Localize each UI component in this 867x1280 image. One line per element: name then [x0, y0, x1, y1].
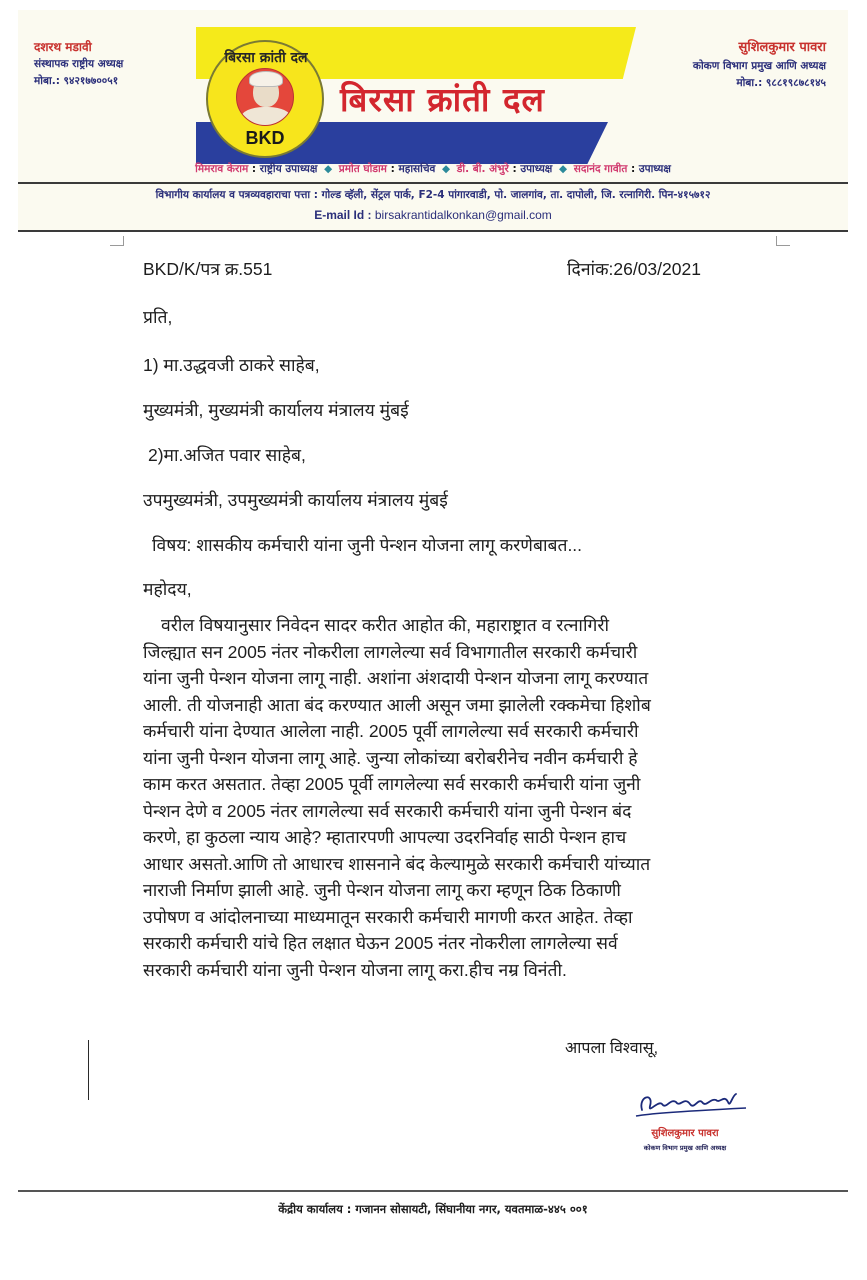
letter-reference: BKD/K/पत्र क्र.551 — [143, 259, 273, 279]
body-line: सरकारी कर्मचारी यांचे हित लक्षात घेऊन 2005 नंतर नोकरीला लागलेल्या सर्व — [143, 933, 618, 953]
divider — [18, 182, 848, 184]
founder-phone: मोबा.: ९४२१७७००५१ — [34, 75, 119, 87]
bkd-logo-icon — [206, 40, 324, 158]
officer-role: महासचिव — [398, 163, 436, 175]
divider — [18, 230, 848, 232]
body-line: कर्मचारी यांना देण्यात आलेला नाही. 2005 पूर्वी लागलेल्या सर्व सरकारी कर्मचारी — [143, 721, 639, 741]
body-line: नाराजी निर्माण झाली आहे. जुनी पेन्शन योजना लागू करा म्हणून ठिक ठिकाणी — [143, 880, 621, 900]
logo-arc-text: बिरसा क्रांती दल — [224, 50, 308, 66]
recipient-2-designation: उपमुख्यमंत्री, उपमुख्यमंत्री कार्यालय मंत्रालय मुंबई — [143, 490, 448, 510]
footer-divider — [18, 1190, 848, 1192]
body-line: यांना जुनी पेन्शन योजना लागू आहे. जुन्या लोकांच्या बरोबरीनेच नवीन कर्मचारी हे — [143, 747, 638, 768]
regional-head-name: सुशिलकुमार पावरा — [738, 40, 826, 55]
officer-role: उपाध्यक्ष — [638, 163, 671, 175]
diamond-separator-icon: ◆ — [442, 163, 451, 175]
addressee-heading: प्रति, — [143, 307, 173, 327]
central-office-address: केंद्रीय कार्यालय : गजानन सोसायटी, सिंघानीया नगर, यवतमाळ-४४५ ००१ — [278, 1202, 588, 1216]
letter-body — [143, 612, 739, 983]
body-line: यांना जुनी पेन्शन योजना लागू नाही. अशांना अंशदायी पेन्शन योजना लागू करण्यात — [143, 668, 649, 688]
regional-head-contact — [626, 38, 826, 92]
diamond-separator-icon: ◆ — [559, 163, 568, 175]
body-line: सरकारी कर्मचारी यांना जुनी पेन्शन योजना लागू करा.हीच नम्र विनंती. — [143, 959, 567, 980]
regional-head-phone: मोबा.: ९८८१९८७८१४५ — [736, 77, 826, 89]
crop-mark — [110, 236, 124, 246]
body-line: आली. ती योजनाही आता बंद करण्यात आली असून जमा झालेली रक्कमेचा हिशोब — [143, 694, 651, 715]
body-line: करणे, हा कुठला न्याय आहे? म्हातारपणी आपल्या उदरनिर्वाह साठी पेन्शन हाच — [143, 827, 627, 847]
letter-date: दिनांक:26/03/2021 — [567, 259, 701, 279]
signatory-role: कोकण विभाग प्रमुख आणि अध्यक्ष — [643, 1144, 727, 1152]
officer-name: डी. बी. अंभुरे — [456, 163, 509, 175]
org-name: बिरसा क्रांती दल — [340, 80, 545, 119]
portrait-icon — [236, 68, 294, 126]
founder-name: दशरथ मडावी — [34, 40, 92, 54]
founder-role: संस्थापक राष्ट्रीय अध्यक्ष — [34, 58, 124, 70]
signature-block — [610, 1086, 760, 1172]
signature-icon — [628, 1086, 752, 1126]
email-link[interactable]: birsakrantidalkonkan@gmail.com — [374, 208, 552, 222]
margin-mark — [88, 1040, 89, 1100]
recipient-2-name: 2)मा.अजित पवार साहेब, — [148, 445, 306, 465]
body-line: पेन्शन देणे व 2005 नंतर लागलेल्या सर्व सरकारी कर्मचारी यांना जुनी पेन्शन बंद — [143, 800, 632, 821]
body-line: जिल्ह्यात सन 2005 नंतर नोकरीला लागलेल्या सर्व विभागातील सरकारी कर्मचारी — [143, 641, 638, 662]
recipient-1-designation: मुख्यमंत्री, मुख्यमंत्री कार्यालय मंत्रालय मुंबई — [143, 400, 409, 420]
logo-abbr: BKD — [245, 128, 285, 148]
body-line: उपोषण व आंदोलनाच्या माध्यमातून सरकारी कर्मचारी मागणी करत आहेत. तेव्हा — [143, 906, 633, 927]
officers-line: मिमराव केराम : राष्ट्रीय उपाध्यक्ष ◆ प्रमोत घोडाम : महासचिव ◆ डी. बी. अंभुरे : उपाध्यक्ष ◆ सदानंद गावीत : उपाध्यक्ष — [195, 163, 671, 175]
body-line: काम करत असतात. तेव्हा 2005 पूर्वी लागलेल्या सर्व सरकारी कर्मचारी यांना जुनी — [143, 774, 641, 794]
org-banner — [180, 18, 640, 160]
officer-name: प्रमोत घोडाम — [338, 163, 387, 175]
email-line — [18, 206, 848, 224]
email-label: E-mail Id : — [314, 208, 372, 222]
officer-role: उपाध्यक्ष — [520, 163, 553, 175]
letter-subject: विषय: शासकीय कर्मचारी यांना जुनी पेन्शन योजना लागू करणेबाबत... — [152, 535, 583, 555]
officer-name: मिमराव केराम — [195, 163, 249, 175]
body-line: आधार असतो.आणि तो आधारच शासनाने बंद केल्यामुळे सरकारी कर्मचारी यांच्यात — [143, 853, 651, 874]
office-address: विभागीय कार्यालय व पत्रव्यवहाराचा पत्ता : गोल्ड व्हॅली, सेंट्रल पार्क, F2-4 पांगारवाडी, पो. जालगांव, ता. दापोली, जि. रत्नागिरी. पिन-४१५७१२ — [155, 189, 711, 201]
founder-contact — [34, 38, 194, 90]
recipient-1-name: 1) मा.उद्धवजी ठाकरे साहेब, — [143, 355, 320, 375]
officer-role: राष्ट्रीय उपाध्यक्ष — [259, 163, 318, 175]
officer-name: सदानंद गावीत — [573, 163, 628, 175]
body-line: वरील विषयानुसार निवेदन सादर करीत आहोत की, महाराष्ट्रात व रत्नागिरी — [161, 615, 610, 635]
signatory-name: सुशिलकुमार पावरा — [651, 1128, 719, 1139]
crop-mark — [776, 236, 790, 246]
diamond-separator-icon: ◆ — [324, 163, 333, 175]
salutation: महोदय, — [143, 579, 192, 599]
regional-head-role: कोकण विभाग प्रमुख आणि अध्यक्ष — [692, 60, 826, 72]
letterhead — [18, 10, 848, 232]
closing: आपला विश्वासू, — [565, 1040, 659, 1057]
